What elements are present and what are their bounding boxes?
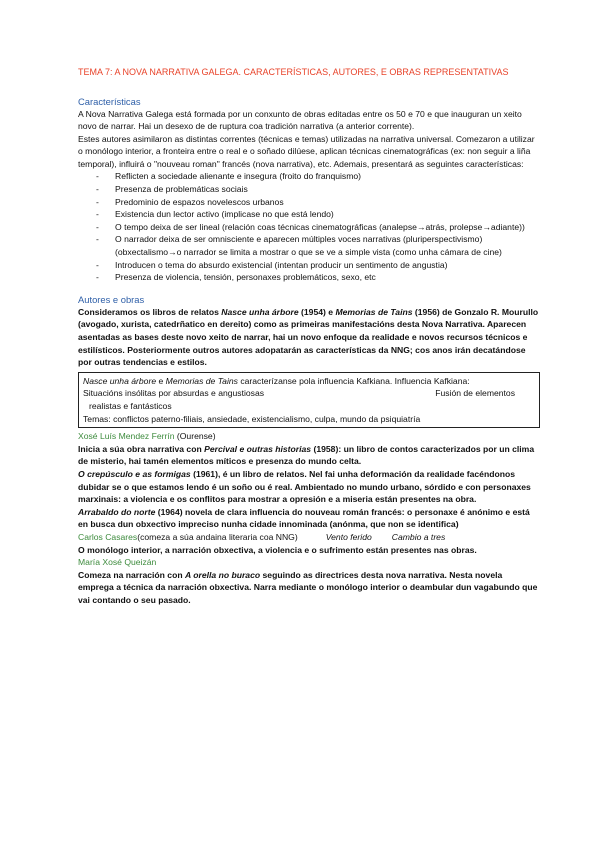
list-item: - Existencia dun lector activo (implicase no que está lendo) [96,208,540,221]
paragraph-ferrin-3: Arrabaldo do norte (1964) novela de clara influencia do nouveau román francés: o personaxe é anónimo e está en busca dun obxectivo impreciso nunha cidade innominada (anónma, que non se identifica) [78,506,530,530]
paragraph-queizan: Comeza na narración con A orella no buraco seguindo as directrices desta nova narrativa. Nesta novela emprega a técnica da narración obxectiva. Narra mediante o monólogo interior o deambular dun vagabundo que vai contando o seu pasado. [78,569,538,605]
paragraph-ferrin-2: O crepúsculo e as formigas (1961), é un libro de relatos. Nel fai unha deformación da realidade facéndonos dubidar se o que estamos lendo é un soño ou é real. Ambientado no mundo urbano, sórdido e con personaxes marxinais: a violencia e os conflitos para mostrar a opresión e a miseria están presentes na obra. [78,468,531,505]
document-page [78,66,540,606]
box-line: Nasce unha árbore e Memorias de Tains caracterízanse pola influencia Kafkiana. Influencia Kafkiana: [83,375,470,386]
book-title: Percival e outras historias [204,443,312,454]
document-title: TEMA 7: A NOVA NARRATIVA GALEGA. CARACTERÍSTICAS, AUTORES, E OBRAS REPRESENTATIVAS [78,67,509,77]
book-title: Arrabaldo do norte [78,506,156,517]
author-heading-ferrin: Xosé Luís Mendez Ferrín (Ourense) [78,431,216,442]
book-title: Nasce unha árbore [221,306,299,317]
heading-autores: Autores e obras [78,293,145,305]
book-title: A orella no buraco [184,569,261,580]
author-heading-casares: Carlos Casares (comeza a súa andaina literaria coa NNG) Vento ferido Cambio a tres [78,531,446,542]
box-line: Situacións insólitas por absurdas e angustiosas Fusión de elementos [83,388,515,399]
book-title: Memorias de Tains [335,306,413,317]
characteristics-list [78,170,540,283]
paragraph-intro: A Nova Narrativa Galega está formada por un conxunto de obras editadas entre os 50 e 70 e que inauguran un xeito novo de narrar. Hai un desexo de de ruptura coa tradición narrativa (a anterior corrente). [78,108,522,132]
list-item: - Introducen o tema do absurdo existencial (intentan producir un sentimento de angustia) [96,259,540,272]
heading-caracteristicas: Características [78,95,141,107]
list-item: - Reflicten a sociedade alienante e insegura (froito do franquismo) [96,170,540,183]
box-line: realistas e fantásticos [89,400,172,411]
book-title: O crepúsculo e as formigas [78,468,191,479]
book-title: Vento ferido [325,531,372,542]
list-item: - O narrador deixa de ser omnisciente e aparecen múltiples voces narrativas (pluriperspectivismo)(obxectalismo→o narrador se limita a mostrar o que se ve a simple vista (como unha cámara de cine) [96,233,540,258]
paragraph-ferrin-1: Inicia a súa obra narrativa con Percival e outras historias (1958): un libro de contos caracterizados por un clima de misterio, hai tamén elementos míticos e presenza do mundo celta. [78,443,535,467]
list-item: - Predominio de espazos novelescos urbanos [96,196,540,209]
paragraph-casares: O monólogo interior, a narración obxectiva, a violencia e o sufrimento están presentes nas obras. [78,544,477,555]
author-heading-queizan: María Xosé Queizán [78,557,157,568]
list-item: - Presenza de problemáticas sociais [96,183,540,196]
paragraph-correntes: Estes autores asimilaron as distintas correntes (técnicas e temas) utilizadas na narrativa universal. Comezaron a utilizar o monólogo interior, a fronteira entre o real e o soñado dilúese, aplican técnicas cinematográficas (ex: non seguir a liña temporal), influirá o "nouveau roman" francés (nova narrativa), etc. Ademais, presentará as seguintes características: [78,133,535,169]
kafkian-influence-box [78,372,540,428]
book-title: Cambio a tres [391,531,446,542]
paragraph-mourullo: Consideramos os libros de relatos Nasce unha árbore (1954) e Memorias de Tains (1956) de Gonzalo R. Mourullo (avogado, xurista, catedrñatico en dereito) como as primeiras manifestacións desta Nova Narrativa. Aparecen asentadas as bases deste novo xeito de narrar, hai un novo enfoque da realidade e novos recursos técnicos e estilísticos. Posteriormente outros autores adopatarán as características da NNG; cos anos irán decatándose por outras tendencias e estilos. [78,306,539,368]
box-line: Temas: conflictos paterno-filiais, ansiedade, existencialismo, culpa, mundo da psiquiatría [83,413,421,424]
list-item: - Presenza de violencia, tensión, personaxes problemáticos, sexo, etc [96,271,540,284]
list-item: - O tempo deixa de ser lineal (relación coas técnicas cinematográficas (analepse→atrás, prolepse→adiante)) [96,221,540,234]
